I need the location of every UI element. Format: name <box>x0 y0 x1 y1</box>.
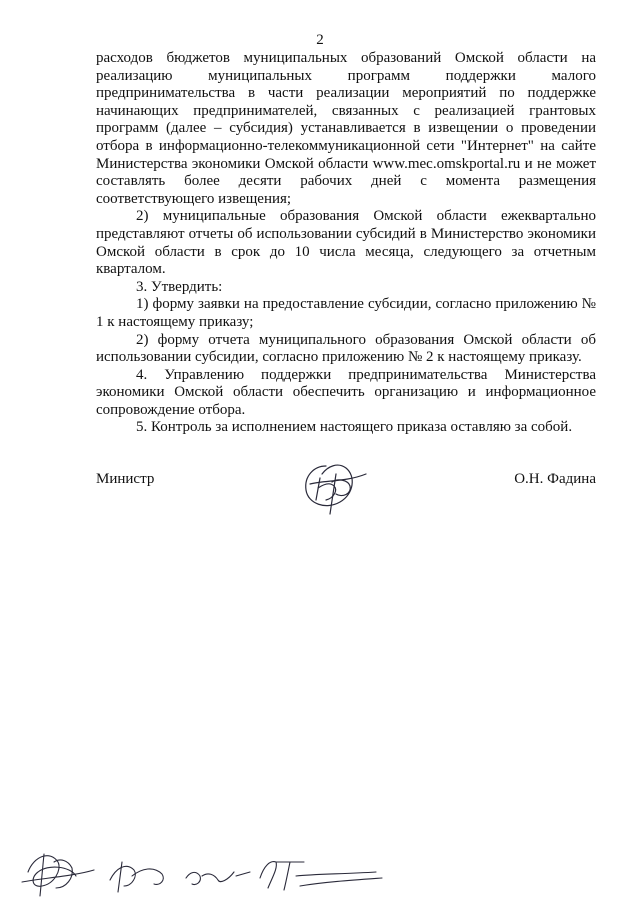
signatory-name: О.Н. Фадина <box>514 471 596 487</box>
initials-approval-signatures <box>14 832 414 902</box>
handwritten-signature <box>296 452 376 522</box>
paragraph-item-1-form: 1) форму заявки на предоставление субсидии, согласно приложению № 1 к настоящему приказу; <box>96 296 596 330</box>
paragraph-item-2-form: 2) форму отчета муниципального образования Омской области об использовании субсидии, согласно приложению № 2 к настоящему приказу. <box>96 331 596 366</box>
page-number: 2 <box>316 32 324 48</box>
paragraph-item-4-department: 4. Управлению поддержки предпринимательства Министерства экономики Омской области обеспечить организацию и информационное сопровождение отбора. <box>96 366 596 418</box>
paragraph-item-5-control: 5. Контроль за исполнением настоящего приказа оставляю за собой. <box>136 419 573 436</box>
document-body <box>96 50 596 437</box>
paragraph-approve: 3. Утвердить: <box>136 278 223 295</box>
paragraph-item-2-reports: 2) муниципальные образования Омской области ежеквартально представляют отчеты об использовании субсидий в Министерство экономики Омской области в срок до 10 числа месяца, следующего за отчетным кварталом. <box>96 208 596 278</box>
signatory-title: Министр <box>96 471 155 487</box>
paragraph-continuation: расходов бюджетов муниципальных образований Омской области на реализацию муниципальных программ поддержки малого предпринимательства в части реализации мероприятий по поддержке начинающих предпринимателей, связанных с реализацией грантовых программ (далее – субсидия) устанавливается в извещении о проведении отбора в информационно-телекоммуникационной сети "Интернет" на сайте Министерства экономики Омской области www.mec.omskportal.ru и не может составлять более десяти рабочих дней с момента размещения соответствующего извещения; <box>96 50 596 207</box>
